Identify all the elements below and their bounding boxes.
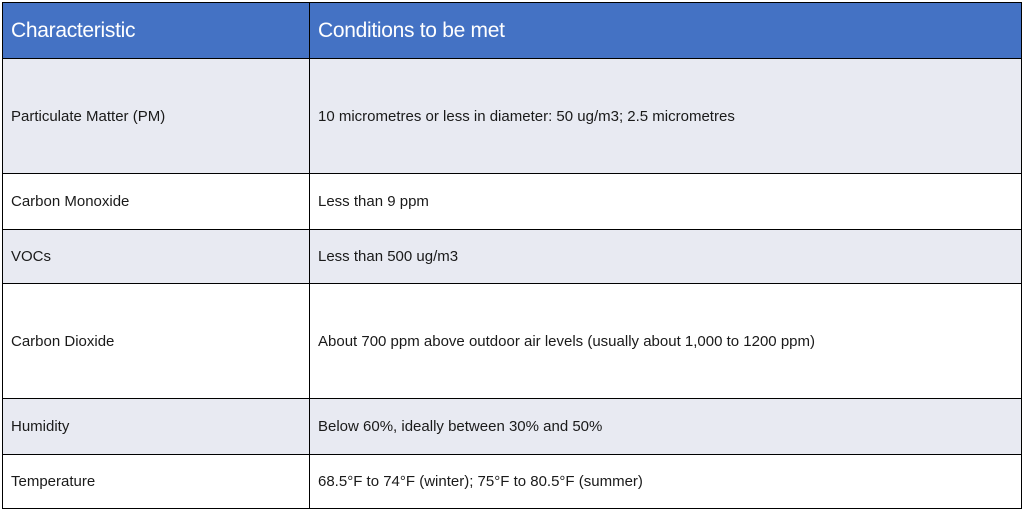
cell-characteristic: Temperature	[3, 455, 310, 509]
table-row	[3, 59, 1022, 174]
cell-condition: 68.5°F to 74°F (winter); 75°F to 80.5°F (summer)	[310, 455, 1022, 509]
table-header-row	[3, 3, 1022, 59]
conditions-table-container	[2, 2, 1021, 507]
table-row	[3, 399, 1022, 455]
cell-characteristic: Particulate Matter (PM)	[3, 59, 310, 174]
cell-condition: Less than 500 ug/m3	[310, 230, 1022, 284]
header-characteristic: Characteristic	[3, 3, 310, 59]
table-row	[3, 174, 1022, 230]
cell-characteristic: Humidity	[3, 399, 310, 455]
conditions-table	[2, 2, 1022, 509]
cell-condition: Less than 9 ppm	[310, 174, 1022, 230]
cell-characteristic: VOCs	[3, 230, 310, 284]
cell-condition: 10 micrometres or less in diameter: 50 ug/m3; 2.5 micrometres	[310, 59, 1022, 174]
cell-condition: Below 60%, ideally between 30% and 50%	[310, 399, 1022, 455]
table-row	[3, 284, 1022, 399]
cell-condition: About 700 ppm above outdoor air levels (usually about 1,000 to 1200 ppm)	[310, 284, 1022, 399]
header-conditions: Conditions to be met	[310, 3, 1022, 59]
cell-characteristic: Carbon Monoxide	[3, 174, 310, 230]
table-row	[3, 455, 1022, 509]
cell-characteristic: Carbon Dioxide	[3, 284, 310, 399]
table-row	[3, 230, 1022, 284]
